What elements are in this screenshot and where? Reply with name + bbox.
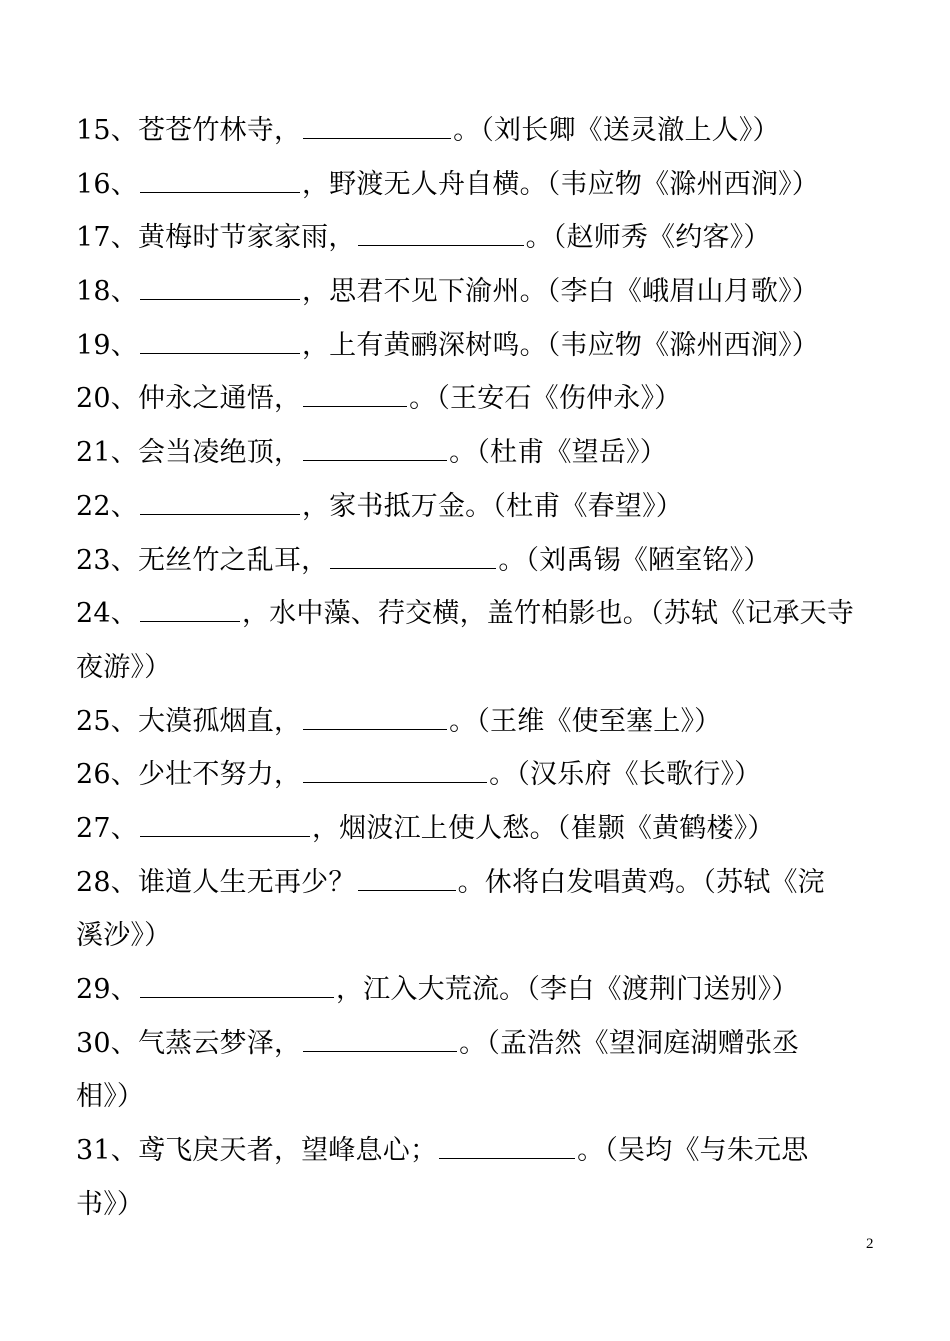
question-source: ，家书抵万金。（杜甫《春望》） xyxy=(301,490,683,522)
question-16 xyxy=(76,158,880,212)
answer-blank[interactable] xyxy=(358,215,524,246)
question-source: 。（王维《使至塞上》） xyxy=(449,705,722,737)
question-26 xyxy=(76,748,880,802)
question-text: 16、 xyxy=(76,168,138,200)
question-text: 30、气蒸云梦泽， xyxy=(76,1027,302,1059)
question-29 xyxy=(76,963,880,1017)
question-source-continued: 书》） xyxy=(76,1188,145,1220)
question-source-continued: 相》） xyxy=(76,1081,145,1113)
answer-blank[interactable] xyxy=(140,806,310,837)
question-source: ，江入大荒流。（李白《渡荆门送别》） xyxy=(335,974,799,1005)
question-28-continued xyxy=(76,909,880,963)
question-28 xyxy=(76,856,880,910)
question-text: 24、 xyxy=(76,598,138,630)
answer-blank[interactable] xyxy=(303,108,451,139)
question-text: 25、大漠孤烟直， xyxy=(76,705,302,737)
question-30-continued xyxy=(76,1070,880,1124)
question-source: 。（王安石《伤仲永》） xyxy=(409,383,682,415)
page-number: 2 xyxy=(866,1236,874,1252)
question-source: 。休将白发唱黄鸡。（苏轼《浣 xyxy=(457,866,825,898)
question-text: 29、 xyxy=(76,974,138,1005)
question-text: 21、会当凌绝顶， xyxy=(76,437,302,469)
answer-blank[interactable] xyxy=(303,699,447,730)
question-21 xyxy=(76,426,880,480)
question-source: ，水中藻、荇交横，盖竹柏影也。（苏轼《记承天寺 xyxy=(241,598,855,630)
question-18 xyxy=(76,265,880,319)
question-24-continued xyxy=(76,641,880,695)
answer-blank[interactable] xyxy=(303,1021,457,1052)
question-15 xyxy=(76,104,880,158)
question-22 xyxy=(76,480,880,534)
question-31 xyxy=(76,1124,880,1178)
question-text: 15、苍苍竹林寺， xyxy=(76,115,302,146)
question-text: 23、无丝竹之乱耳， xyxy=(76,544,329,576)
question-24 xyxy=(76,587,880,641)
question-text: 27、 xyxy=(76,812,138,844)
question-17 xyxy=(76,211,880,265)
answer-blank[interactable] xyxy=(140,591,240,622)
answer-blank[interactable] xyxy=(140,967,334,998)
question-23 xyxy=(76,534,880,588)
answer-blank[interactable] xyxy=(303,376,407,407)
answer-blank[interactable] xyxy=(140,484,300,515)
question-31-continued xyxy=(76,1178,880,1232)
question-27 xyxy=(76,802,880,856)
answer-blank[interactable] xyxy=(303,430,447,461)
question-30 xyxy=(76,1017,880,1071)
question-source: 。（孟浩然《望洞庭湖赠张丞 xyxy=(459,1027,800,1059)
answer-blank[interactable] xyxy=(330,538,496,569)
answer-blank[interactable] xyxy=(303,752,487,783)
question-source: ，野渡无人舟自横。（韦应物《滁州西涧》） xyxy=(301,168,819,200)
answer-blank[interactable] xyxy=(439,1128,575,1159)
question-list xyxy=(76,104,880,1231)
question-text: 26、少壮不努力， xyxy=(76,759,302,791)
question-source: ，烟波江上使人愁。（崔颢《黄鹤楼》） xyxy=(311,812,775,844)
question-text: 19、 xyxy=(76,329,138,361)
answer-blank[interactable] xyxy=(140,162,300,193)
question-20 xyxy=(76,372,880,426)
question-19 xyxy=(76,319,880,373)
answer-blank[interactable] xyxy=(140,269,300,300)
question-source-continued: 溪沙》） xyxy=(76,920,172,952)
answer-blank[interactable] xyxy=(358,860,456,891)
question-text: 17、黄梅时节家家雨， xyxy=(76,222,356,254)
question-source: 。（刘禹锡《陋室铭》） xyxy=(498,544,771,576)
question-source: 。（杜甫《望岳》） xyxy=(449,437,667,469)
question-text: 28、谁道人生无再少？ xyxy=(76,866,356,898)
answer-blank[interactable] xyxy=(140,323,300,354)
question-text: 18、 xyxy=(76,276,138,308)
question-source: 。（赵师秀《约客》） xyxy=(525,222,771,254)
question-source: 。（刘长卿《送灵澈上人》） xyxy=(453,115,780,146)
question-text: 31、鸢飞戾天者，望峰息心； xyxy=(76,1135,438,1167)
question-source: ，思君不见下渝州。（李白《峨眉山月歌》） xyxy=(301,276,819,308)
question-source: 。（汉乐府《长歌行》） xyxy=(489,759,762,791)
question-source-continued: 夜游》） xyxy=(76,651,172,683)
question-text: 22、 xyxy=(76,490,138,522)
question-text: 20、仲永之通悟， xyxy=(76,383,302,415)
question-source: ，上有黄鹂深树鸣。（韦应物《滁州西涧》） xyxy=(301,329,819,361)
question-source: 。（吴均《与朱元思 xyxy=(577,1135,809,1167)
question-25 xyxy=(76,695,880,749)
